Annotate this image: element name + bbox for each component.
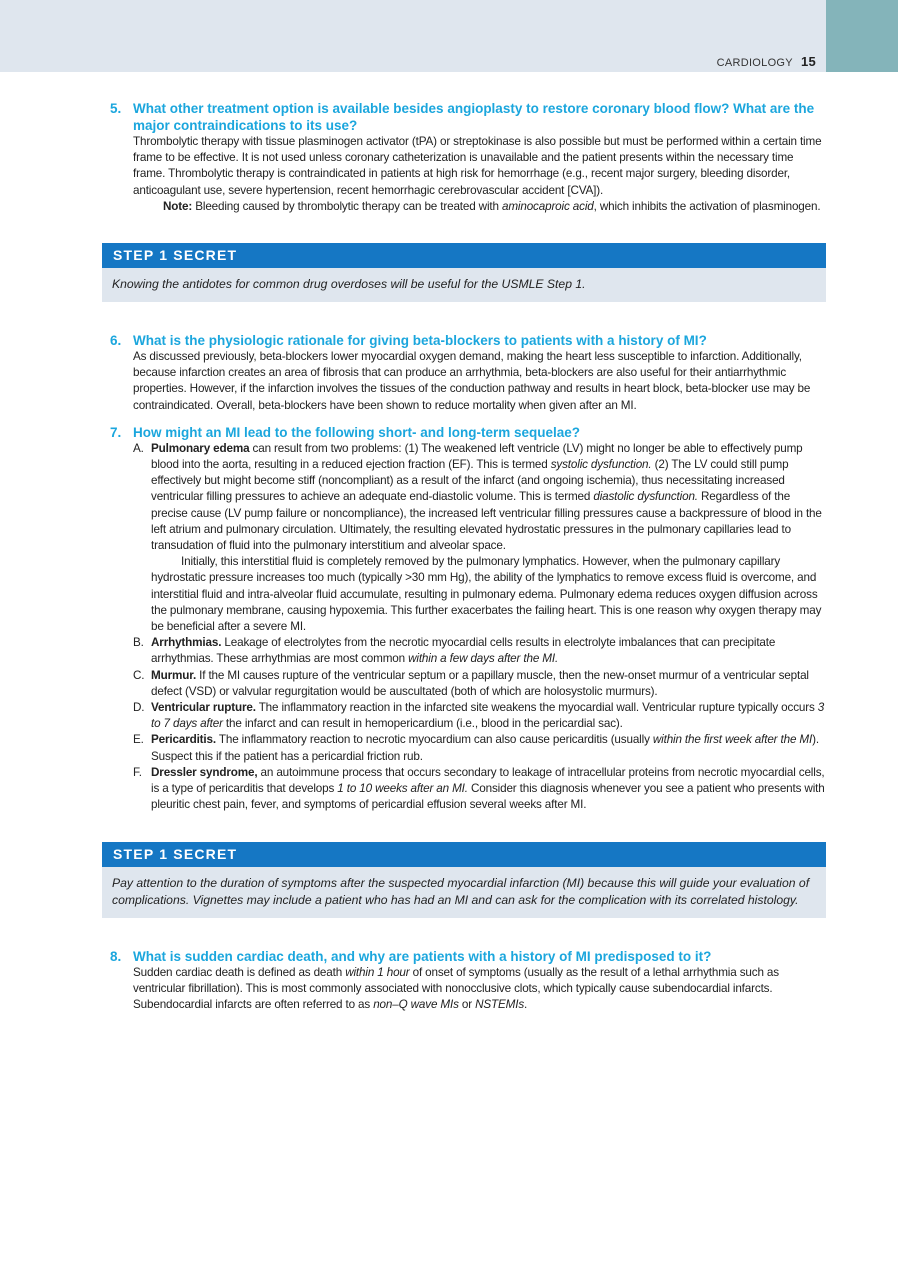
answer-emphasis: non–Q wave MIs <box>373 997 459 1011</box>
item-body <box>151 765 826 814</box>
list-item <box>133 635 826 667</box>
secret-text: Pay attention to the duration of symptoms after the suspected myocardial infarction (MI) because this will guide your evaluation of complications. Vignettes may include a patient who has had an MI and can ask for the complication with its correlated histology. <box>112 875 810 907</box>
list-item <box>133 765 826 814</box>
question-heading <box>110 424 826 441</box>
secret-text: Knowing the antidotes for common drug overdoses will be useful for the USMLE Step 1. <box>112 277 586 292</box>
item-emphasis: within the first week after the MI <box>652 733 813 747</box>
question-title: What is sudden cardiac death, and why are patients with a history of MI predisposed to it? <box>133 948 712 964</box>
item-text: Leakage of electrolytes from the necrotic myocardial cells results in electrolyte imbalances that can precipitate arrhythmias. These arrhythmias are most common <box>151 636 776 666</box>
sequelae-list <box>133 441 826 814</box>
answer-text: Sudden cardiac death is defined as death <box>133 965 346 979</box>
header-band <box>0 0 826 72</box>
step1-secret-box <box>102 842 826 918</box>
secret-title: STEP 1 SECRET <box>102 243 826 268</box>
item-body <box>151 732 826 764</box>
item-text: If the MI causes rupture of the ventricular septum or a papillary muscle, then the new-onset murmur of a ventricular septal defect (VSD) or valvular regurgitation would be auscultated (both of which are holosystolic murmurs). <box>151 668 809 698</box>
note-paragraph <box>133 199 826 215</box>
answer-text: of onset of symptoms (usually as the result of a lethal arrhythmia such as ventricular fibrillation). This is most commonly associated with nonocclusive clots, which typically cause subendocardial infarcts. Subendocardial infarcts are often referred to as <box>133 965 779 1011</box>
item-body <box>151 700 826 732</box>
item-text: Regardless of the precise cause (LV pump failure or noncompliance), the increased left ventricular filling pressures cause a backpressure of blood in the left atrium and pulmonary circulation. Ultimately, the resulting elevated hydrostatic pressures in the pulmonary capillaries lead to transudation of fluid into the pulmonary interstitium and alveolar space. <box>151 490 822 553</box>
note-text: , which inhibits the activation of plasminogen. <box>593 199 821 213</box>
item-paragraph <box>151 635 826 667</box>
item-text: an autoimmune process that occurs secondary to leakage of intracellular proteins from necrotic myocardial cells, is a type of pericarditis that develops <box>151 765 825 796</box>
question-5 <box>110 100 826 215</box>
answer-emphasis: within 1 hour <box>345 965 410 979</box>
question-heading <box>110 332 826 349</box>
answer <box>133 441 826 814</box>
item-text: The inflammatory reaction to necrotic myocardium can also cause pericarditis (usually <box>215 733 653 747</box>
answer <box>133 349 826 414</box>
chapter-tab <box>826 0 898 72</box>
item-term: Murmur. <box>151 668 197 682</box>
item-term: Pulmonary edema <box>151 441 250 455</box>
page-number: 15 <box>800 54 816 69</box>
answer-paragraph: As discussed previously, beta-blockers lower myocardial oxygen demand, making the heart less susceptible to infarction. Additionally, because infarction creates an area of fibrosis that can produce an arrhythmia, beta-blockers are also useful for their antiarrhythmic properties. However, if the infarction involves the tissues of the conduction pathway and results in heart block, beta-blocker use may be contraindicated. Overall, beta-blockers have been shown to reduce mortality when given after an MI. <box>133 350 811 412</box>
secret-title: STEP 1 SECRET <box>102 842 826 867</box>
item-paragraph <box>151 700 826 732</box>
question-7 <box>110 424 826 814</box>
question-number: 6. <box>110 333 122 349</box>
answer-paragraph: Thrombolytic therapy with tissue plasminogen activator (tPA) or streptokinase is also possible but must be performed within a certain time frame to be effective. It is not used unless coronary catheterization is unavailable and the patient presents within the necessary time frame. Thrombolytic therapy is contraindicated in patients at high risk for hemorrhage (e.g., recent major surgery, bleeding disorder, anticoagulant use, severe hypertension, recent hemorrhagic cerebrovascular accident [CVA]). <box>133 135 822 197</box>
question-heading <box>110 100 826 134</box>
item-letter: A. <box>133 441 144 455</box>
question-8 <box>110 948 826 1014</box>
page-content <box>110 100 826 1023</box>
question-number: 8. <box>110 948 122 964</box>
question-heading <box>110 948 826 965</box>
item-paragraph <box>151 765 826 814</box>
note-label: Note: <box>163 199 193 213</box>
item-paragraph <box>151 441 826 554</box>
item-term: Pericarditis. <box>151 733 216 747</box>
item-body <box>151 441 826 635</box>
item-text: The inflammatory reaction in the infarcted site weakens the myocardial wall. Ventricular rupture typically occurs <box>255 701 818 715</box>
item-text: can result from two problems: (1) The weakened left ventricle (LV) might no longer be able to effectively pump blood into the aorta, resulting in a reduced ejection fraction (EF). This is termed <box>151 441 803 472</box>
item-emphasis: within a few days after the MI. <box>408 652 559 666</box>
item-term: Ventricular rupture. <box>151 701 256 715</box>
question-title: What is the physiologic rationale for giving beta-blockers to patients with a history of MI? <box>133 333 707 349</box>
question-title: How might an MI lead to the following short- and long-term sequelae? <box>133 424 581 440</box>
question-number: 7. <box>110 424 122 440</box>
question-6 <box>110 332 826 414</box>
note-emphasis: aminocaproic acid <box>501 199 594 213</box>
item-letter: D. <box>133 701 145 715</box>
item-body <box>151 635 826 667</box>
item-emphasis: systolic dysfunction. <box>550 458 652 472</box>
answer-text: or <box>458 997 476 1011</box>
item-letter: B. <box>133 636 144 650</box>
list-item <box>133 732 826 764</box>
question-title: What other treatment option is available besides angioplasty to restore coronary blood flow? What are the major contraindications to its use? <box>133 101 815 133</box>
section-name: CARDIOLOGY <box>716 57 793 69</box>
note-text: Bleeding caused by thrombolytic therapy can be treated with <box>192 199 502 213</box>
answer <box>133 965 826 1014</box>
item-body <box>151 668 826 700</box>
list-item <box>133 700 826 732</box>
item-term: Dressler syndrome, <box>151 765 258 779</box>
item-paragraph <box>151 732 826 764</box>
item-term: Arrhythmias. <box>151 636 222 650</box>
answer-text: . <box>524 997 528 1011</box>
question-number: 5. <box>110 101 122 116</box>
item-emphasis: 3 to 7 days after <box>151 701 825 731</box>
answer <box>133 134 826 215</box>
item-letter: E. <box>133 733 144 747</box>
answer-emphasis: NSTEMIs <box>475 997 525 1011</box>
item-text: Consider this diagnosis whenever you see a patient who presents with pleuritic chest pain, fever, and symptoms of pericardial effusion several weeks after MI. <box>151 782 825 812</box>
list-item <box>133 668 826 700</box>
list-item <box>133 441 826 635</box>
item-emphasis: diastolic dysfunction. <box>593 490 698 504</box>
running-head <box>717 54 816 69</box>
step1-secret-box <box>102 243 826 302</box>
item-paragraph: Initially, this interstitial fluid is completely removed by the pulmonary lymphatics. However, when the pulmonary capillary hydrostatic pressure increases too much (typically >30 mm Hg), the ability of the lymphatics to remove excess fluid is overcome, and interstitial fluid and intra-alveolar fluid accumulate, resulting in pulmonary edema. Pulmonary edema reduces oxygen diffusion across the pulmonary membrane, causing hypoxemia. This further exacerbates the failing heart. This is one reason why oxygen therapy may be beneficial after a severe MI. <box>151 555 822 634</box>
item-text: ). Suspect this if the patient has a pericardial friction rub. <box>151 733 819 763</box>
item-letter: C. <box>133 668 145 682</box>
answer-paragraph <box>133 965 826 1014</box>
item-emphasis: 1 to 10 weeks after an MI. <box>337 782 468 796</box>
item-paragraph <box>151 668 826 700</box>
item-text: (2) The LV could still pump effectively but might become stiff (noncompliant) as a result of the infarct (and ongoing ischemia), thus necessitating increased ventricular filling pressures to achieve an adequate end-diastolic volume. This is termed <box>151 458 789 504</box>
item-text: the infarct and can result in hemopericardium (i.e., blood in the pericardial sac). <box>222 717 623 731</box>
item-letter: F. <box>133 765 142 779</box>
